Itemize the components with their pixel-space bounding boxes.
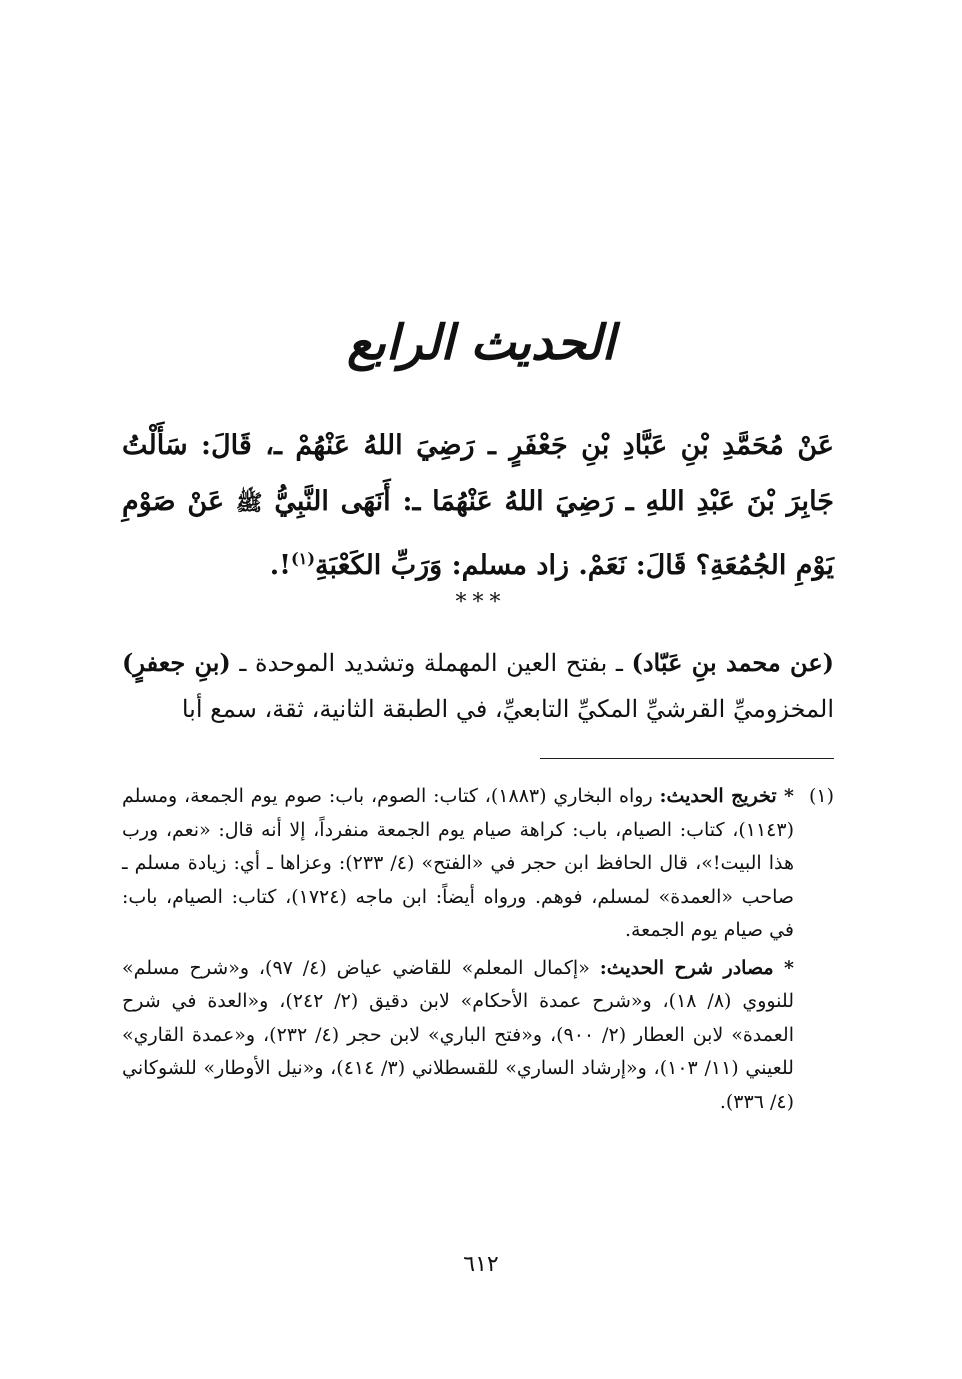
sources-label: * مصادر شرح الحديث: bbox=[599, 956, 794, 979]
hadith-text-part-2: عَنْ صَوْمِ يَوْمِ الجُمُعَةِ؟ قَالَ: نَعَمْ. زاد مسلم: وَرَبِّ الكَعْبَةِ bbox=[122, 486, 834, 581]
footnote-divider bbox=[540, 758, 834, 759]
footnote-1 bbox=[122, 780, 834, 1123]
page-number: ٦١٢ bbox=[463, 1252, 499, 1277]
footnote-reference[interactable]: (١) bbox=[290, 549, 316, 568]
sources-text: «إكمال المعلم» للقاضي عياض (٤/ ٩٧)، و«شرح مسلم» للنووي (٨/ ١٨)، و«شرح عمدة الأحكام» لابن دقيق (٢/ ٢٤٢)، و«العدة في شرح العمدة» لابن العطار (٢/ ٩٠٠)، و«فتح الباري» لابن حجر (٤/ ٢٣٢)، و«عمدة القاري» للعيني (١١/ ١٠٣)، و«إرشاد الساري» للقسطلاني (٣/ ٤١٤)، و«نيل الأوطار» للشوكاني (٤/ ٣٣٦). bbox=[122, 956, 794, 1113]
chapter-title: الحديث الرابع bbox=[346, 315, 616, 371]
footnotes-section bbox=[122, 780, 834, 1123]
hadith-text-part-1: عَنْ مُحَمَّدِ بْنِ عَبَّادِ بْنِ جَعْفَرٍ ـ رَضِيَ اللهُ عَنْهُمْ ـ، قَالَ: سَأَلْتُ جَابِرَ بْنَ عَبْدِ اللهِ ـ رَضِيَ اللهُ عَنْهُمَا ـ: أَنَهَى النَّبِيُّ bbox=[122, 430, 834, 517]
hadith-end: !. bbox=[269, 550, 291, 581]
footnote-body bbox=[122, 780, 794, 1123]
takhrij-label: * تخريج الحديث: bbox=[659, 785, 794, 807]
commentary-text bbox=[122, 640, 834, 732]
takhrij-paragraph bbox=[122, 780, 794, 948]
commentary-narrator-name: (عن محمد بنِ عَبّاد) bbox=[631, 648, 835, 677]
commentary-narrator-lineage: (بنِ جعفرٍ) bbox=[122, 648, 231, 677]
section-separator: *** bbox=[455, 590, 507, 615]
hadith-paragraph bbox=[122, 418, 834, 594]
commentary-narrator-description: المخزوميِّ القرشيِّ المكيِّ التابعيِّ، في الطبقة الثانية، ثقة، سمع أبا bbox=[181, 695, 834, 723]
sources-paragraph bbox=[122, 952, 794, 1120]
hadith-text bbox=[122, 418, 834, 594]
commentary-paragraph bbox=[122, 640, 834, 732]
salutation-glyph: ﷺ bbox=[235, 490, 263, 516]
footnote-number: (١) bbox=[808, 785, 834, 807]
commentary-vocalization-note: ـ بفتح العين المهملة وتشديد الموحدة ـ bbox=[230, 649, 632, 677]
takhrij-text: رواه البخاري (١٨٨٣)، كتاب: الصوم، باب: صوم يوم الجمعة، ومسلم (١١٤٣)، كتاب: الصيام، باب: كراهة صيام يوم الجمعة منفرداً، إلا أنه قال: «نعم، ورب هذا البيت!»، قال الحافظ ابن حجر في «الفتح» (٤/ ٢٣٣): وعزاها ـ أي: زيادة مسلم ـ صاحب «العمدة» لمسلم، فوهم. ورواه أيضاً: ابن ماجه (١٧٢٤)، كتاب: الصيام، باب: في صيام يوم الجمعة. bbox=[122, 785, 794, 941]
